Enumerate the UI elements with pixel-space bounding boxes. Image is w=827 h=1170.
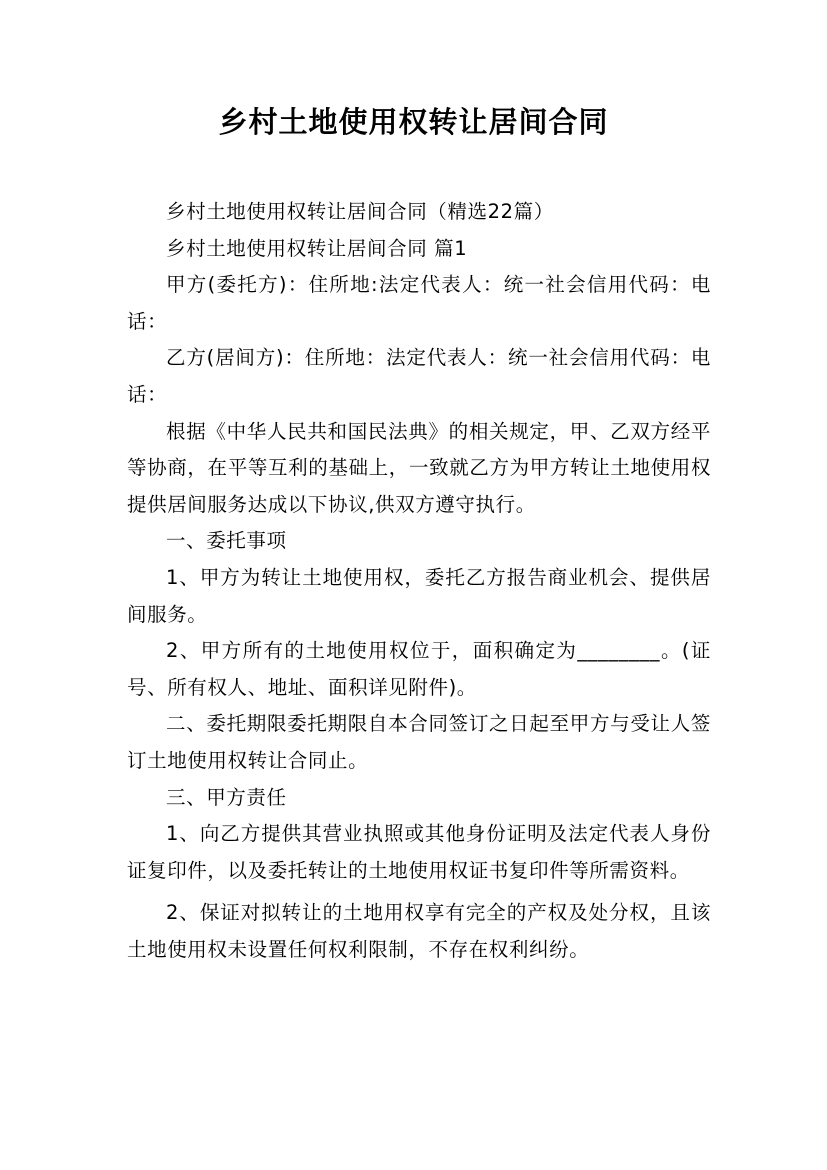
paragraph-section-heading: 乡村土地使用权转让居间合同 篇1 [166,236,468,260]
paragraph-preamble: 根据《中华人民共和国民法典》的相关规定，甲、乙双方经平等协商，在平等互利的基础上，一致就乙方为甲方转让土地使用权提供居间服务达成以下协议,供双方遵守执行。 [127,419,711,516]
paragraph-clause-3-2: 2、保证对拟转让的土地用权享有完全的产权及处分权，且该土地使用权未设置任何权利限制，不存在权利纠纷。 [127,901,711,961]
paragraph-clause-3-1: 1、向乙方提供其营业执照或其他身份证明及法定代表人身份证复印件，以及委托转让的土地使用权证书复印件等所需资料。 [127,822,711,882]
document-title: 乡村土地使用权转让居间合同 [218,105,609,139]
paragraph-heading-entrusted-matters: 一、委托事项 [166,529,287,553]
paragraph-party-a: 甲方(委托方)：住所地:法定代表人：统一社会信用代码：电话： [127,273,711,333]
paragraph-party-b: 乙方(居间方)：住所地：法定代表人：统一社会信用代码：电话： [127,346,711,406]
paragraph-clause-1-1: 1、甲方为转让土地使用权，委托乙方报告商业机会、提供居间服务。 [127,565,711,626]
paragraph-entrustment-term: 二、委托期限委托期限自本合同签订之日起至甲方与受让人签订土地使用权转让合同止。 [127,712,711,772]
paragraph-subtitle: 乡村土地使用权转让居间合同（精选22篇） [166,200,554,223]
paragraph-heading-party-a-duties: 三、甲方责任 [166,785,287,809]
document-body [127,194,711,968]
paragraph-clause-1-2: 2、甲方所有的土地使用权位于，面积确定为________。(证号、所有权人、地址、面积详见附件)。 [127,639,711,699]
